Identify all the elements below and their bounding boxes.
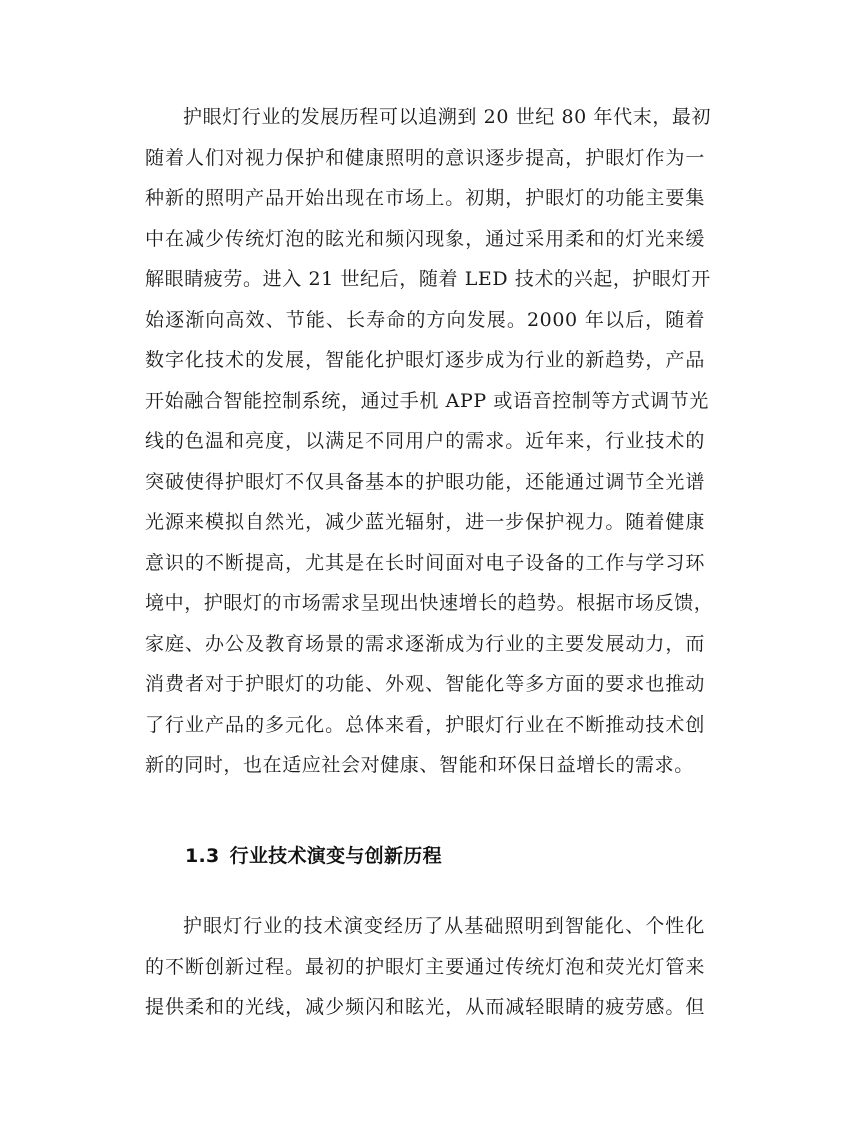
text-line: 解眼睛疲劳。进入 21 世纪后，随着 LED 技术的兴起，护眼灯开 <box>145 268 711 290</box>
text-line: 消费者对于护眼灯的功能、外观、智能化等多方面的要求也推动 <box>145 673 705 695</box>
text-line: 新的同时，也在适应社会对健康、智能和环保日益增长的需求。 <box>145 754 694 776</box>
text-line: 种新的照明产品开始出现在市场上。初期，护眼灯的功能主要集 <box>145 187 705 209</box>
text-line: 意识的不断提高，尤其是在长时间面对电子设备的工作与学习环 <box>145 551 705 574</box>
text-line: 了行业产品的多元化。总体来看，护眼灯行业在不断推动技术创 <box>145 713 705 736</box>
section-number: 1.3 <box>185 845 220 867</box>
text-line: 光源来模拟自然光，减少蓝光辐射，进一步保护视力。随着健康 <box>145 511 705 533</box>
text-line: 护眼灯行业的技术演变经历了从基础照明到智能化、个性化 <box>183 915 705 937</box>
text-line: 护眼灯行业的发展历程可以追溯到 20 世纪 80 年代末，最初 <box>183 106 712 128</box>
text-line: 境中，护眼灯的市场需求呈现出快速增长的趋势。根据市场反馈， <box>145 592 714 614</box>
text-line: 线的色温和亮度，以满足不同用户的需求。近年来，行业技术的 <box>145 430 705 452</box>
section-heading <box>185 841 442 868</box>
text-line: 的不断创新过程。最初的护眼灯主要通过传统灯泡和荧光灯管来 <box>145 955 705 978</box>
text-line: 突破使得护眼灯不仅具备基本的护眼功能，还能通过调节全光谱 <box>145 470 705 493</box>
section-title: 行业技术演变与创新历程 <box>229 845 442 867</box>
text-line: 中在减少传统灯泡的眩光和频闪现象，通过采用柔和的灯光来缓 <box>145 227 705 250</box>
paragraph-history <box>145 97 714 786</box>
text-line: 始逐渐向高效、节能、长寿命的方向发展。2000 年以后，随着 <box>145 308 705 331</box>
text-line: 随着人们对视力保护和健康照明的意识逐步提高，护眼灯作为一 <box>145 146 705 169</box>
text-line: 开始融合智能控制系统，通过手机 APP 或语音控制等方式调节光 <box>145 389 709 412</box>
paragraph-tech-evolution <box>145 906 705 1028</box>
text-line: 家庭、办公及教育场景的需求逐渐成为行业的主要发展动力，而 <box>145 632 705 655</box>
text-line: 提供柔和的光线，减少频闪和眩光，从而减轻眼睛的疲劳感。但 <box>145 996 705 1018</box>
text-line: 数字化技术的发展，智能化护眼灯逐步成为行业的新趋势，产品 <box>145 349 705 371</box>
